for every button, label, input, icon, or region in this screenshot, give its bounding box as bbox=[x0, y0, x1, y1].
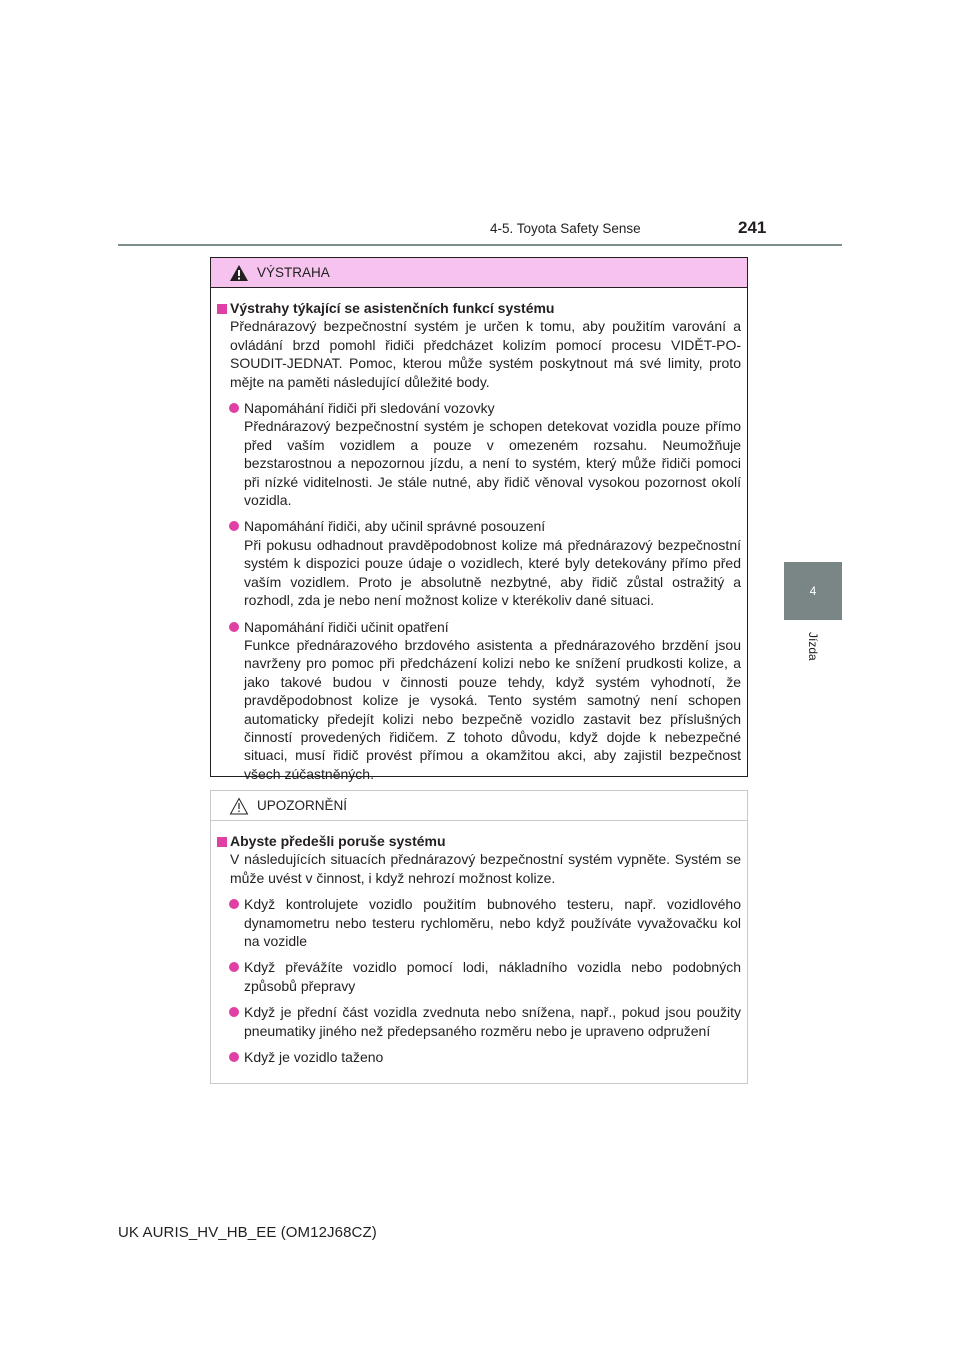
caution-box bbox=[210, 790, 748, 1084]
chapter-name: Jízda bbox=[806, 632, 820, 661]
caution-section-title: Abyste předešli poruše systému bbox=[217, 832, 741, 850]
list-item bbox=[229, 517, 741, 609]
list-item bbox=[229, 618, 741, 784]
header-rule bbox=[118, 244, 842, 246]
square-bullet-icon bbox=[217, 304, 227, 314]
document-model-code: UK AURIS_HV_HB_EE (OM12J68CZ) bbox=[118, 1224, 377, 1241]
list-item-title: Napomáhání řidiči učinit opatření bbox=[244, 618, 449, 635]
list-item-text: Když je vozidlo taženo bbox=[244, 1049, 384, 1066]
circle-bullet-icon bbox=[229, 403, 239, 413]
list-item-text: Přednárazový bezpečnostní systém je schopen detekovat vozidla pouze přímo před vaším vozidlem a pouze v omezeném rozsahu. Neumožňuje bezstarostnou a nepozornou jízdu, a není to systém, který může řidiči pomoci při nízké viditelnosti. Je stále nutné, aby řidič věnoval vysokou pozornost okolí vozidla. bbox=[244, 418, 741, 509]
circle-bullet-icon bbox=[229, 1052, 239, 1062]
page-header-section: 4-5. Toyota Safety Sense bbox=[490, 221, 641, 236]
list-item bbox=[229, 1048, 741, 1066]
list-item bbox=[229, 958, 741, 995]
caution-title: UPOZORNĚNÍ bbox=[257, 798, 348, 813]
caution-header bbox=[211, 791, 747, 821]
circle-bullet-icon bbox=[229, 1007, 239, 1017]
list-item-text: Při pokusu odhadnout pravděpodobnost kolize má přednárazový bezpečnostní systém k dispozici pouze údaje o vozidlech, které byly detekovány přímo před vaším vozidlem. Proto je absolutně nezbytné, aby řidič zůstal ostražitý a rozhodl, zda je nebo není možnost kolize v kterékoliv dané situaci. bbox=[244, 536, 741, 609]
circle-bullet-icon bbox=[229, 521, 239, 531]
warning-header bbox=[211, 258, 747, 288]
warning-triangle-icon bbox=[229, 264, 249, 282]
list-item-title: Napomáhání řidiči při sledování vozovky bbox=[244, 400, 495, 417]
circle-bullet-icon bbox=[229, 622, 239, 632]
warning-title: VÝSTRAHA bbox=[257, 265, 330, 280]
caution-intro: V následujících situacích přednárazový bezpečnostní systém vypněte. Systém se může uvést v činnost, i když nehrozí možnost kolize. bbox=[230, 851, 741, 886]
caution-triangle-icon bbox=[229, 797, 249, 815]
list-item bbox=[229, 1003, 741, 1040]
warning-box bbox=[210, 257, 748, 782]
list-item-text: Když kontrolujete vozidlo použitím bubnového testeru, např. vozidlového dynamometru nebo testeru rychloměru, nebo když používáte vyvažovačku kol na vozidle bbox=[244, 896, 741, 950]
chapter-tab[interactable]: 4 bbox=[784, 562, 842, 620]
warning-intro: Přednárazový bezpečnostní systém je určen k tomu, aby použitím varování a ovládání brzd pomohl řidiči předcházet kolizím pomocí procesu VIDĚT-PO-SOUDIT-JEDNAT. Pomoc, kterou může systém poskytnout má své limity, proto mějte na paměti následující důležité body. bbox=[230, 318, 741, 390]
square-bullet-icon bbox=[217, 837, 227, 847]
list-item bbox=[229, 895, 741, 950]
circle-bullet-icon bbox=[229, 962, 239, 972]
list-item-text: Funkce přednárazového brzdového asistenta a přednárazového brzdění jsou navrženy pro pomoc při předcházení kolizi nebo ke snížení prudkosti kolize, a jako takové budou v činnosti pouze tehdy, když systém vyhodnotí, že pravděpodobnost kolize je vysoká. Tento systém samotný není schopen automaticky předejít kolizi nebo bezpečně vozidlo zastavit bez příslušných činností provedených řidičem. Z tohoto důvodu, když dojde k nebezpečné situaci, musí řidič provést přímou a okamžitou akci, aby zajistil bezpečnost všech zúčastněných. bbox=[244, 636, 741, 782]
list-item-text: Když je přední část vozidla zvednuta nebo snížena, např., pokud jsou použity pneumatiky jiného než předepsaného rozměru nebo je upraveno odpružení bbox=[244, 1004, 741, 1039]
warning-section-title: Výstrahy týkající se asistenčních funkcí systému bbox=[217, 299, 741, 317]
page-number: 241 bbox=[738, 218, 767, 237]
circle-bullet-icon bbox=[229, 899, 239, 909]
list-item bbox=[229, 399, 741, 509]
list-item-text: Když převážíte vozidlo pomocí lodi, nákladního vozidla nebo podobných způsobů přepravy bbox=[244, 959, 741, 994]
list-item-title: Napomáhání řidiči, aby učinil správné posouzení bbox=[244, 518, 546, 535]
